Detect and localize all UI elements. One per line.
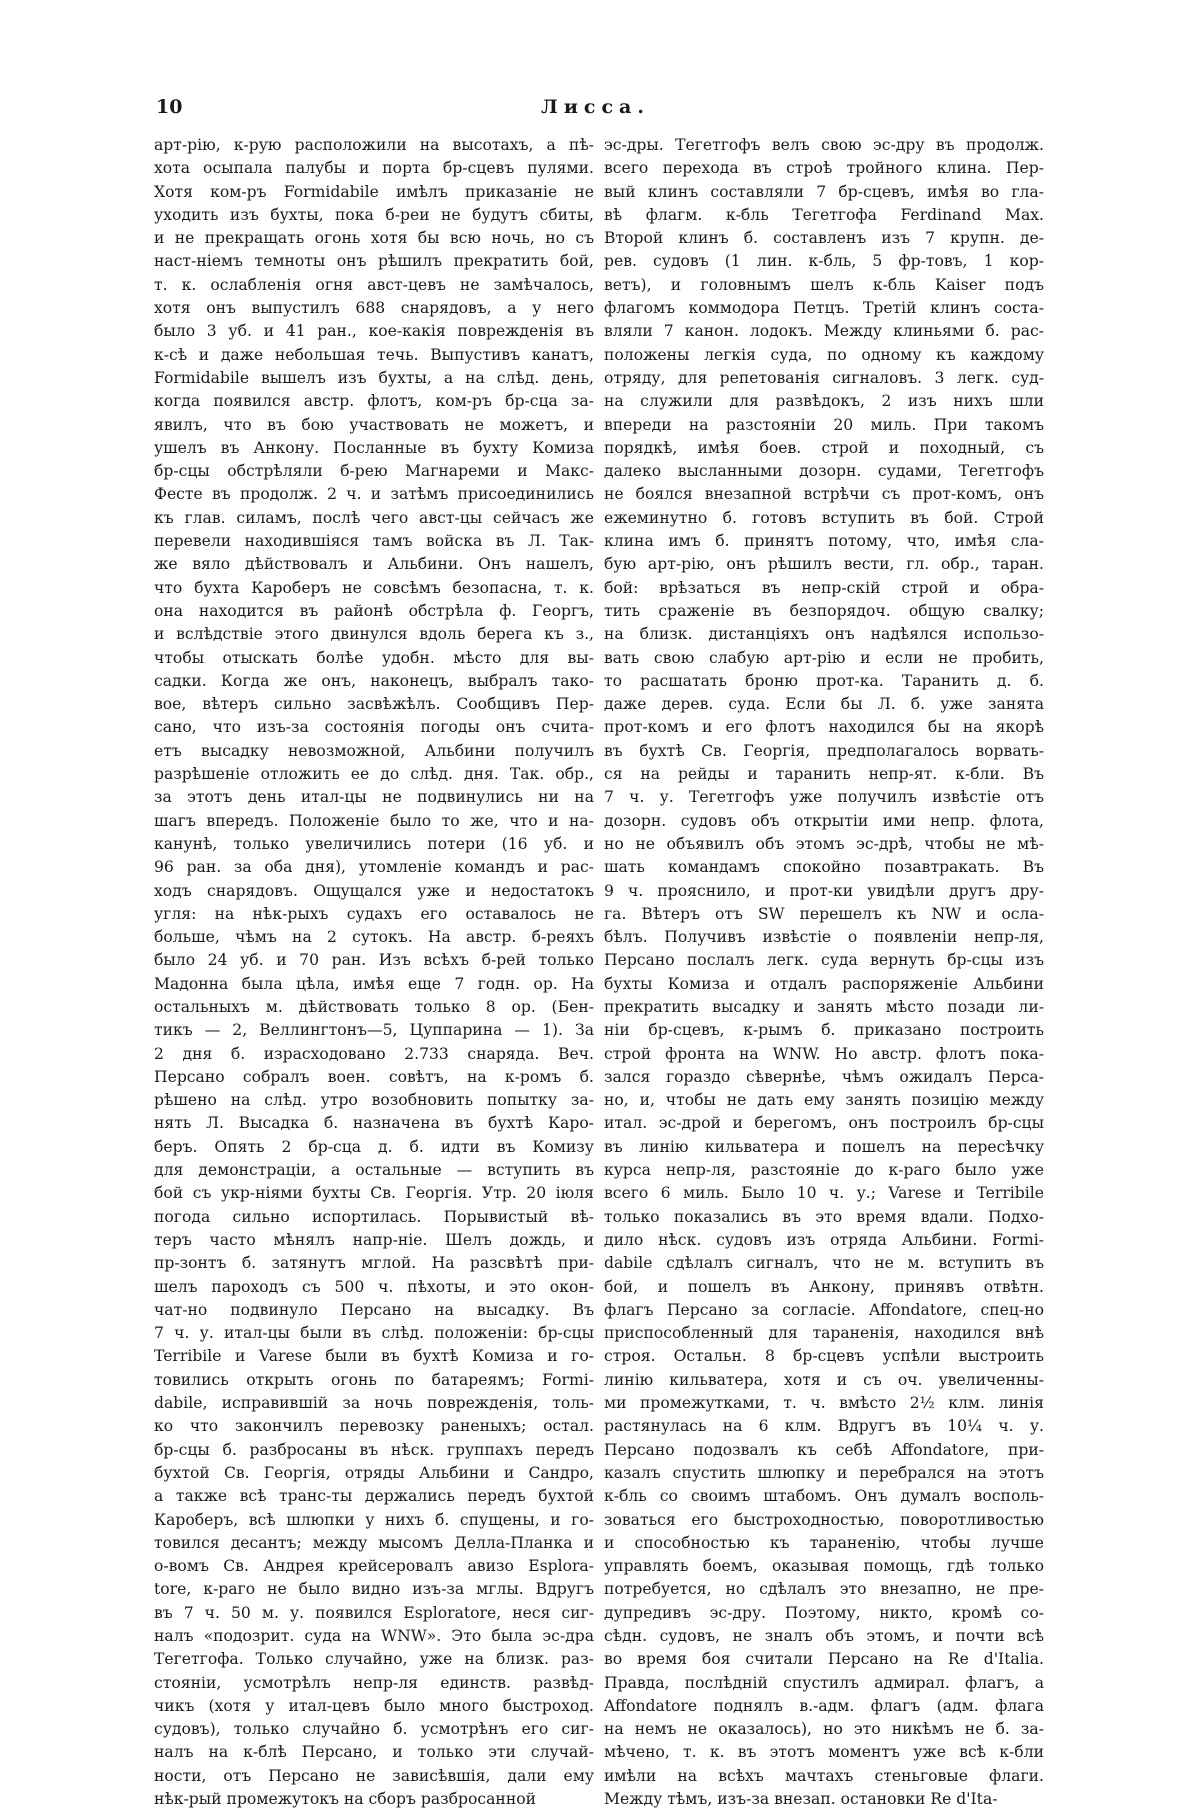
text-line: товился десантъ; между мысомъ Делла-Планка и: [154, 1533, 594, 1552]
text-line: перевели находившіяся тамъ войска въ Л. Так-: [154, 532, 594, 551]
text-line: к-сѣ и даже небольшая течь. Выпустивъ канатъ,: [154, 345, 594, 364]
text-line: Affondatore поднялъ в.-адм. флагъ (адм. флага: [604, 1696, 1044, 1715]
text-line: вѣ флагм. к-бль Тегетгофа Ferdinand Max.: [604, 205, 1044, 224]
text-line: ежеминутно б. готовъ вступить въ бой. Строй: [604, 508, 1044, 527]
text-line: наст-ніемъ темноты онъ рѣшилъ прекратить бой,: [154, 252, 594, 271]
text-line: ніи бр-сцевъ, к-рымъ б. приказано построить: [604, 1021, 1044, 1040]
text-line: га. Вѣтеръ отъ SW перешелъ къ NW и осла-: [604, 904, 1044, 923]
text-line: дило нѣск. судовъ изъ отряда Альбини. Formi-: [604, 1230, 1044, 1249]
text-line: она находится въ районѣ обстрѣла ф. Георгъ,: [154, 601, 594, 620]
text-line: Фесте въ продолж. 2 ч. и затѣмъ присоединились: [154, 485, 594, 504]
text-line: 7 ч. у. итал-цы были въ слѣд. положеніи: бр-сцы: [154, 1324, 594, 1343]
text-line: но не объявилъ объ этомъ эс-дрѣ, чтобы не мѣ-: [604, 834, 1044, 853]
text-line: Персано собралъ воен. совѣтъ, на к-ромъ б.: [154, 1067, 594, 1086]
text-line: остальныхъ м. дѣйствовать только 8 ор. (Бен-: [154, 997, 594, 1016]
text-line: приспособленный для тараненія, находился внѣ: [604, 1324, 1044, 1343]
text-line: бр-сцы б. разбросаны въ нѣск. группахъ передъ: [154, 1440, 594, 1459]
text-line: даже дерев. суда. Если бы Л. б. уже занята: [604, 695, 1044, 714]
text-line: на служили для развѣдокъ, 2 изъ нихъ шли: [604, 392, 1044, 411]
text-line: угля: на нѣк-рыхъ судахъ его оставалось не: [154, 904, 594, 923]
text-line: и не прекращать огонь хотя бы всю ночь, но съ: [154, 229, 594, 248]
text-line: всего 6 миль. Было 10 ч. у.; Varese и Terribile: [604, 1184, 1044, 1203]
page-title: Лисса.: [541, 96, 650, 118]
text-line: на близк. дистанціяхъ онъ надѣялся использо-: [604, 625, 1044, 644]
text-line: хотя онъ выпустилъ 688 снарядовъ, а у него: [154, 299, 594, 318]
text-line: положены легкія суда, по одному къ каждому: [604, 345, 1044, 364]
text-line: вый клинъ составляли 7 бр-сцевъ, имѣя во гла-: [604, 182, 1044, 201]
text-line: т. к. ослабленія огня авст-цевъ не замѣчалось,: [154, 275, 594, 294]
text-line: товились открыть огонь по батареямъ; Formi-: [154, 1370, 594, 1389]
text-line: Между тѣмъ, изъ-за внезап. остановки Re d'Ita-: [604, 1790, 998, 1809]
text-line: было 24 уб. и 70 ран. Изъ всѣхъ б-рей только: [154, 951, 594, 970]
text-line: бухтой Св. Георгія, отряды Альбини и Сандро,: [154, 1463, 594, 1482]
text-line: чикъ (хотя у итал-цевъ было много быстроход.: [154, 1696, 594, 1715]
text-line: ходъ снарядовъ. Ощущался уже и недостатокъ: [154, 881, 594, 900]
text-line: канунѣ, только увеличились потери (16 уб. и: [154, 834, 594, 853]
text-line: бр-сцы обстрѣляли б-рею Магнареми и Макс-: [154, 462, 594, 481]
text-line: етъ высадку невозможной, Альбини получилъ: [154, 741, 594, 760]
text-line: 7 ч. у. Тегетгофъ уже получилъ извѣстіе отъ: [604, 788, 1044, 807]
text-line: рев. судовъ (1 лин. к-бль, 5 фр-товъ, 1 кор-: [604, 252, 1044, 271]
text-line: налъ «подозрит. суда на WNW». Это была эс-дра: [154, 1627, 594, 1645]
text-line: вать свою слабую арт-рію и если не пробить,: [604, 648, 1044, 667]
text-line: Тегетгофа. Только случайно, уже на близк. раз-: [154, 1650, 594, 1669]
text-line: Персано подозвалъ къ себѣ Affondatore, при-: [604, 1440, 1044, 1459]
text-line: чат-но подвинуло Персано на высадку. Въ: [154, 1300, 594, 1319]
text-line: мѣчено, т. к. въ этотъ моментъ уже всѣ к-бли: [604, 1743, 1044, 1762]
text-line: строй фронта на WNW. Но австр. флотъ пока-: [604, 1044, 1044, 1063]
text-line: и вслѣдствіе этого двинулся вдоль берега къ з.,: [154, 625, 594, 644]
text-line: налъ на к-блѣ Персано, и только эти случай-: [154, 1743, 594, 1762]
text-line: къ глав. силамъ, послѣ чего авст-цы сейчасъ же: [154, 508, 594, 527]
text-line: разрѣшеніе отложить ее до слѣд. дня. Так. обр.,: [154, 765, 594, 784]
text-line: ми промежутками, т. ч. вмѣсто 2½ клм. линія: [604, 1394, 1044, 1413]
text-line: Правда, послѣдній спустилъ адмирал. флагъ, а: [604, 1673, 1044, 1692]
text-line: пр-зонтъ б. затянутъ мглой. На разсвѣтѣ при-: [154, 1254, 594, 1273]
text-line: только показались въ это время вдали. Подхо-: [604, 1207, 1044, 1226]
text-line: строя. Остальн. 8 бр-сцевъ успѣли выстроить: [604, 1347, 1044, 1366]
text-line: Terribile и Varese были въ бухтѣ Комиза и го-: [154, 1347, 594, 1366]
text-line: садки. Когда же онъ, наконецъ, выбралъ тако-: [154, 671, 594, 690]
text-line: имѣли на всѣхъ мачтахъ стеньговые флаги.: [604, 1766, 1044, 1785]
text-line: ности, отъ Персано не зависѣвшія, дали ему: [154, 1766, 594, 1785]
text-line: больше, чѣмъ на 2 сутокъ. На австр. б-реяхъ: [154, 928, 594, 947]
text-line: Персано послалъ легк. суда вернуть бр-сцы изъ: [604, 951, 1044, 970]
text-line: флагомъ коммодора Петцъ. Третій клинъ соста-: [604, 299, 1044, 318]
text-line: что бухта Кароберъ не совсѣмъ безопасна, т. к.: [154, 578, 594, 597]
text-line: 96 ран. за оба дня), утомленіе командъ и рас-: [154, 858, 594, 877]
text-line: зался гораздо сѣвернѣе, чѣмъ ожидалъ Персa-: [604, 1067, 1044, 1086]
text-line: во время боя считали Персано на Re d'Italia.: [604, 1650, 1044, 1669]
text-line: о-вомъ Св. Андрея крейсеровалъ авизо Esplora-: [154, 1557, 594, 1576]
text-line: за этотъ день итал-цы не подвинулись ни на: [154, 788, 594, 807]
text-line: сѣдн. судовъ, не зналъ объ этомъ, и почти всѣ: [604, 1627, 1044, 1645]
text-line: въ 7 ч. 50 м. у. появился Esploratore, неся сиг-: [154, 1603, 594, 1622]
text-line: зоваться его быстроходностью, поворотливостью: [604, 1510, 1044, 1529]
text-line: чтобы отыскать болѣе удобн. мѣсто для вы-: [154, 648, 594, 667]
text-line: потребуется, но сдѣлалъ это внезапно, не пре-: [604, 1580, 1044, 1599]
text-line: вляли 7 канон. лодокъ. Между клиньями б. рас-: [604, 322, 1044, 341]
text-line: клина имъ б. принятъ потому, что, имѣя сла-: [604, 532, 1044, 551]
text-line: ветъ), и головнымъ шелъ к-бль Kaiser подъ: [604, 275, 1044, 294]
text-line: прекратить высадку и занять мѣсто позади ли-: [604, 997, 1044, 1016]
text-line: явилъ, что въ бою участвовать не можетъ, и: [154, 415, 594, 434]
text-line: Хотя ком-ръ Formidabile имѣлъ приказаніе не: [154, 182, 594, 201]
text-line: отряду, для репетованія сигналовъ. 3 легк. суд-: [604, 368, 1044, 387]
text-line: нять Л. Высадка б. назначена въ бухтѣ Каро-: [154, 1114, 594, 1133]
text-line: судовъ), только случайно б. усмотрѣнъ его сиг-: [154, 1720, 594, 1739]
text-line: флагъ Персано за согласіе. Affondatore, спец-но: [604, 1300, 1044, 1319]
text-line: бой: врѣзаться въ непр-скій строй и обра-: [604, 578, 1044, 597]
text-line: бую арт-рію, онъ рѣшилъ вести, гл. обр., таран.: [604, 555, 1044, 574]
text-line: то расшатать броню прот-ка. Таранить д. б.: [604, 671, 1044, 690]
text-line: дозорн. судовъ объ открытіи ими непр. флота,: [604, 811, 1044, 830]
page-number: 10: [156, 96, 183, 118]
text-line: беръ. Опять 2 бр-сца д. б. идти въ Комизу: [154, 1137, 594, 1156]
text-line: нѣк-рый промежутокъ на сборъ разбросанной: [154, 1790, 536, 1809]
text-line: на немъ не оказалось), но это никѣмъ не б. за-: [604, 1720, 1044, 1739]
text-line: dabile, исправившій за ночь поврежденія, толь-: [154, 1394, 594, 1413]
text-line: 2 дня б. израсходовано 2.733 снаряда. Веч.: [154, 1044, 594, 1063]
text-line: было 3 уб. и 41 ран., кое-какія поврежденія въ: [154, 322, 594, 341]
text-line: бой, и пошелъ въ Анкону, принявъ отвѣтн.: [604, 1277, 1044, 1296]
text-line: dabile сдѣлалъ сигналъ, что не м. вступить въ: [604, 1254, 1044, 1273]
text-line: tore, к-раго не было видно изъ-за мглы. Вдругъ: [154, 1580, 594, 1599]
text-line: порядкѣ, имѣя боев. строй и походный, съ: [604, 438, 1044, 457]
text-line: курса непр-ля, разстояніе до к-раго было уже: [604, 1161, 1044, 1180]
text-line: же вяло дѣйствовалъ и Альбини. Онъ нашелъ,: [154, 555, 594, 574]
text-line: всего перехода въ строѣ тройного клина. Пер-: [604, 159, 1044, 178]
text-line: а также всѣ транс-ты держались передъ бухтой: [154, 1487, 594, 1506]
text-line: Второй клинъ б. составленъ изъ 7 крупн. де-: [604, 229, 1044, 248]
text-line: тикъ — 2, Веллингтонъ—5, Цуппарина — 1). За: [154, 1021, 594, 1040]
left-column: [154, 134, 594, 1811]
text-line: казалъ спустить шлюпку и перебрался на этотъ: [604, 1463, 1044, 1482]
text-line: впереди на разстояніи 20 миль. При такомъ: [604, 415, 1044, 434]
text-line: управлять боемъ, оказывая помощь, гдѣ только: [604, 1557, 1044, 1576]
text-line: тить сраженіе въ безпорядоч. общую свалку;: [604, 601, 1044, 620]
text-line: растянулась на 6 клм. Вдругъ въ 10¼ ч. у.: [604, 1417, 1044, 1436]
text-line: для демонстраціи, а остальные — вступить въ: [154, 1161, 594, 1180]
text-line: к-бль со своимъ штабомъ. Онъ думалъ восполь-: [604, 1487, 1044, 1506]
text-line: когда появился австр. флотъ, ком-ръ бр-сца за-: [154, 392, 594, 411]
text-line: бой съ укр-ніями бухты Св. Георгія. Утр. 20 іюля: [154, 1184, 594, 1203]
text-line: шать командамъ спокойно позавтракать. Въ: [604, 858, 1044, 877]
text-line: ушелъ въ Анкону. Посланные въ бухту Комиза: [154, 438, 594, 457]
text-line: 9 ч. прояснило, и прот-ки увидѣли другъ дру-: [604, 881, 1044, 900]
text-line: бѣлъ. Получивъ извѣстіе о появленіи непр-ля,: [604, 928, 1044, 947]
text-line: въ линію кильватера и пошелъ на пересѣчку: [604, 1137, 1044, 1156]
text-line: Кароберъ, всѣ шлюпки у нихъ б. спущены, и го-: [154, 1510, 594, 1529]
text-line: Formidabile вышелъ изъ бухты, а на слѣд. день,: [154, 368, 594, 387]
text-line: и способностью къ тараненію, чтобы лучше: [604, 1533, 1044, 1552]
text-line: въ бухтѣ Св. Георгія, предполагалось ворвать-: [604, 741, 1044, 760]
text-line: итал. эс-дрой и берегомъ, онъ построилъ бр-сцы: [604, 1114, 1044, 1133]
text-line: арт-рію, к-рую расположили на высотахъ, а пѣ-: [154, 136, 594, 154]
text-line: бухты Комиза и отдалъ распоряженіе Альбини: [604, 974, 1044, 993]
text-line: не боялся внезапной встрѣчи съ прот-комъ, онъ: [604, 485, 1044, 504]
text-line: прот-комъ и его флотъ находился бы на якорѣ: [604, 718, 1044, 737]
text-line: шелъ пароходъ съ 500 ч. пѣхоты, и это окон-: [154, 1277, 594, 1296]
text-line: линію кильватера, хотя и съ оч. увеличенны-: [604, 1370, 1044, 1389]
text-line: Мадонна была цѣла, имѣя еще 7 годн. ор. На: [154, 974, 594, 993]
text-line: хота осыпала палубы и порта бр-сцевъ пулями.: [154, 159, 594, 178]
text-line: сано, что изъ-за состоянія погоды онъ считa-: [154, 718, 594, 737]
text-line: уходить изъ бухты, пока б-реи не будутъ сбиты,: [154, 205, 594, 224]
text-line: стояніи, усмотрѣлъ непр-ля единств. развѣд-: [154, 1673, 594, 1692]
text-line: вое, вѣтеръ сильно засвѣжѣлъ. Сообщивъ Пер-: [154, 695, 594, 714]
text-line: шагъ впередъ. Положеніе было то же, что и на-: [154, 811, 594, 830]
text-line: дупредивъ эс-дру. Поэтому, никто, кромѣ со-: [604, 1603, 1044, 1622]
text-line: теръ часто мѣнялъ напр-ніе. Шелъ дождь, и: [154, 1230, 594, 1249]
right-column: [604, 134, 1044, 1811]
text-line: рѣшено на слѣд. утро возобновить попытку за-: [154, 1091, 594, 1110]
text-line: далеко высланными дозорн. судами, Тегетгофъ: [604, 462, 1044, 481]
text-line: ко что закончилъ перевозку раненыхъ; остал.: [154, 1417, 594, 1436]
text-line: ся на рейды и таранить непр-ят. к-бли. Въ: [604, 765, 1044, 784]
text-line: эс-дры. Тегетгофъ велъ свою эс-дру въ продолж.: [604, 136, 1044, 154]
text-line: но, и, чтобы не дать ему занять позицію между: [604, 1091, 1044, 1110]
text-line: погода сильно испортилась. Порывистый вѣ-: [154, 1207, 594, 1226]
